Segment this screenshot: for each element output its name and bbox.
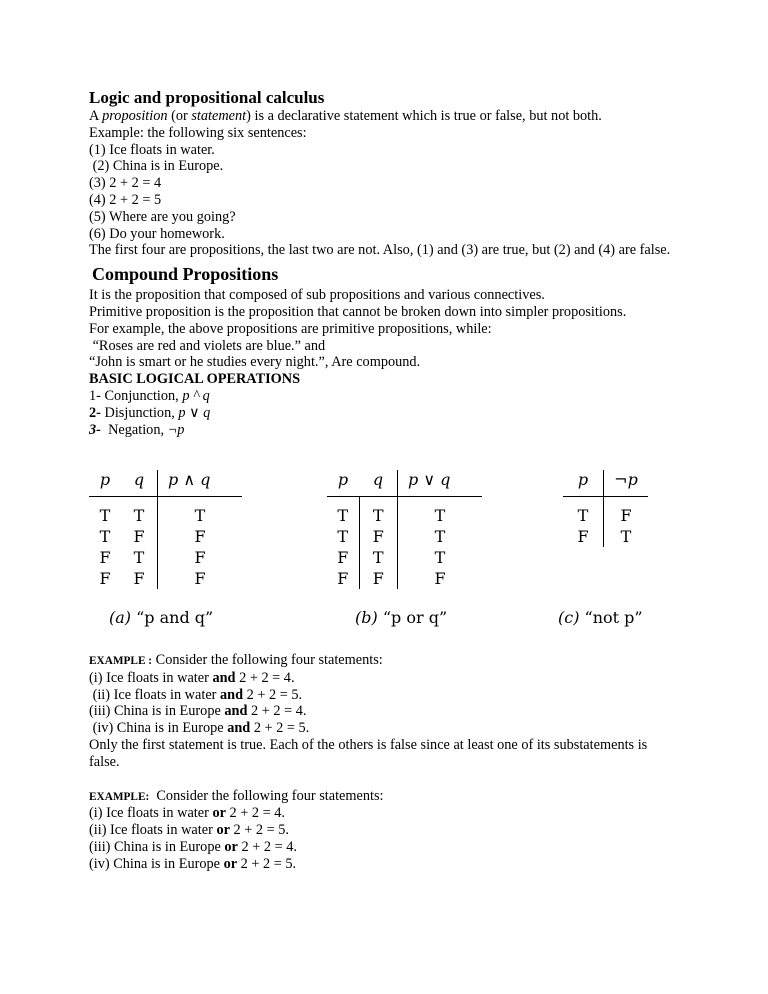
truth-table-or bbox=[327, 470, 482, 589]
list-item: (3) 2 + 2 = 4 bbox=[89, 175, 162, 192]
table-cell: T bbox=[359, 547, 398, 568]
op-label: Negation, bbox=[100, 421, 168, 438]
op-number: 3- bbox=[89, 421, 101, 438]
list-item: (1) Ice floats in water. bbox=[89, 141, 215, 158]
text: (iv) China is in Europe bbox=[89, 720, 228, 737]
text: 2 + 2 = 5. bbox=[243, 686, 303, 703]
table-header: p bbox=[563, 470, 604, 497]
table-header: ¬p bbox=[604, 470, 649, 497]
table-cell: F bbox=[337, 548, 349, 567]
paragraph-line: It is the proposition that composed of sub propositions and various connectives. bbox=[89, 287, 545, 304]
example-lead: Consider the following four statements: bbox=[149, 787, 384, 804]
caption-label: (b) bbox=[355, 608, 378, 627]
op-label: Conjunction, bbox=[100, 387, 183, 404]
table-cell: T bbox=[398, 547, 483, 568]
document-body bbox=[89, 88, 689, 438]
subheading: BASIC LOGICAL OPERATIONS bbox=[89, 371, 301, 388]
list-item bbox=[89, 720, 689, 737]
table-cell: F bbox=[359, 526, 398, 547]
example-label: EXAMPLE : bbox=[89, 655, 153, 667]
examples bbox=[89, 652, 689, 873]
list-item: (6) Do your homework. bbox=[89, 225, 225, 242]
term-proposition: proposition bbox=[102, 108, 168, 124]
list-item: (4) 2 + 2 = 5 bbox=[89, 191, 162, 208]
op-label: Disjunction, bbox=[100, 404, 179, 421]
caption-not bbox=[558, 608, 643, 627]
caption-label: (a) bbox=[109, 608, 132, 627]
truth-table-not bbox=[563, 470, 648, 547]
example-lead: Consider the following four statements: bbox=[152, 652, 383, 668]
table-cell: T bbox=[158, 497, 243, 527]
text: A bbox=[89, 108, 103, 124]
example-heading bbox=[89, 788, 689, 806]
table-cell: T bbox=[337, 506, 349, 525]
table-cell: F bbox=[398, 568, 483, 589]
list-item bbox=[89, 839, 689, 856]
table-cell: T bbox=[99, 527, 111, 546]
definition-line bbox=[89, 108, 689, 125]
caption-label: (c) bbox=[558, 608, 580, 627]
paragraph-line: Primitive proposition is the proposition that cannot be broken down into simpler propositions. bbox=[89, 303, 627, 320]
paragraph-line: “Roses are red and violets are blue.” and bbox=[89, 337, 326, 354]
list-item bbox=[89, 856, 689, 873]
table-cell: F bbox=[158, 547, 243, 568]
list-item bbox=[89, 805, 689, 822]
paragraph-line: For example, the above propositions are primitive propositions, while: bbox=[89, 320, 492, 337]
text: (i) Ice floats in water bbox=[89, 805, 213, 822]
example-heading bbox=[89, 652, 689, 670]
text: 2 + 2 = 4. bbox=[247, 703, 307, 720]
op-expression: p ^ q bbox=[182, 387, 210, 404]
text: (iv) China is in Europe bbox=[89, 855, 224, 872]
table-cell: F bbox=[133, 527, 145, 546]
table-cell: T bbox=[133, 548, 145, 567]
table-cell: F bbox=[604, 497, 649, 527]
table-header: q bbox=[359, 470, 398, 497]
text: ) is a declarative statement which is true or false, but not both. bbox=[246, 108, 602, 124]
connective: and bbox=[212, 669, 236, 686]
table-cell: T bbox=[337, 527, 349, 546]
table-header: p bbox=[89, 470, 121, 497]
caption-text: “not p” bbox=[579, 608, 643, 627]
table-header: p bbox=[327, 470, 359, 497]
caption-text: “p or q” bbox=[377, 608, 448, 627]
connective: and bbox=[220, 686, 244, 703]
list-item bbox=[89, 670, 689, 687]
table-cell: F bbox=[99, 548, 111, 567]
op-number: 2- bbox=[89, 404, 101, 421]
table-header: p ∧ q bbox=[158, 470, 243, 497]
table-cell: T bbox=[398, 526, 483, 547]
operation-item bbox=[89, 388, 689, 405]
text: (iii) China is in Europe bbox=[89, 703, 225, 720]
example-intro: Example: the following six sentences: bbox=[89, 124, 307, 141]
op-number: 1- bbox=[89, 387, 101, 404]
list-item: (2) China is in Europe. bbox=[89, 158, 224, 175]
table-cell: T bbox=[359, 497, 398, 527]
text: (ii) Ice floats in water bbox=[89, 686, 220, 703]
caption-and bbox=[109, 608, 213, 627]
list-item bbox=[89, 822, 689, 839]
connective: or bbox=[216, 822, 230, 839]
text: (or bbox=[167, 108, 192, 124]
table-cell: F bbox=[158, 568, 243, 589]
table-cell: F bbox=[577, 527, 589, 546]
op-expression: ¬p bbox=[167, 421, 185, 438]
table-cell: F bbox=[133, 569, 145, 588]
text: 2 + 2 = 4. bbox=[235, 669, 295, 686]
table-header: p ∨ q bbox=[398, 470, 483, 497]
connective: and bbox=[224, 703, 248, 720]
connective: or bbox=[223, 855, 238, 872]
connective: or bbox=[212, 805, 226, 822]
text: 2 + 2 = 5. bbox=[237, 855, 297, 872]
connective: and bbox=[227, 720, 251, 737]
table-cell: T bbox=[99, 506, 111, 525]
paragraph-line: “John is smart or he studies every night.”, Are compound. bbox=[89, 354, 421, 371]
intro-conclusion: The first four are propositions, the last two are not. Also, (1) and (3) are true, but (2) and (4) are false. bbox=[89, 242, 671, 259]
table-cell: T bbox=[577, 506, 589, 525]
table-cell: F bbox=[99, 569, 111, 588]
text: 2 + 2 = 5. bbox=[229, 822, 289, 839]
caption-text: “p and q” bbox=[131, 608, 214, 627]
example-conclusion: Only the first statement is true. Each of the others is false since at least one of its substatements is false. bbox=[89, 736, 648, 770]
operation-item bbox=[89, 422, 689, 439]
table-cell: T bbox=[398, 497, 483, 527]
connective: or bbox=[224, 838, 238, 855]
text: (ii) Ice floats in water bbox=[89, 822, 217, 839]
table-cell: T bbox=[133, 506, 145, 525]
text: (i) Ice floats in water bbox=[89, 669, 213, 686]
example-label: EXAMPLE: bbox=[89, 790, 150, 803]
table-header: q bbox=[121, 470, 158, 497]
truth-tables bbox=[89, 470, 689, 640]
list-item bbox=[89, 687, 689, 704]
operation-item bbox=[89, 405, 689, 422]
table-cell: F bbox=[337, 569, 349, 588]
table-cell: F bbox=[158, 526, 243, 547]
page-title: Logic and propositional calculus bbox=[89, 88, 325, 107]
section-heading: Compound Propositions bbox=[92, 264, 279, 285]
truth-table-and bbox=[89, 470, 242, 589]
table-cell: F bbox=[359, 568, 398, 589]
list-item: (5) Where are you going? bbox=[89, 208, 236, 225]
text: 2 + 2 = 5. bbox=[250, 720, 310, 737]
table-cell: T bbox=[604, 526, 649, 547]
caption-or bbox=[355, 608, 447, 627]
list-item bbox=[89, 703, 689, 720]
op-expression: p ∨ q bbox=[178, 404, 211, 421]
text: 2 + 2 = 4. bbox=[237, 838, 297, 855]
term-statement: statement bbox=[191, 108, 247, 124]
text: (iii) China is in Europe bbox=[89, 838, 225, 855]
text: 2 + 2 = 4. bbox=[225, 805, 285, 822]
